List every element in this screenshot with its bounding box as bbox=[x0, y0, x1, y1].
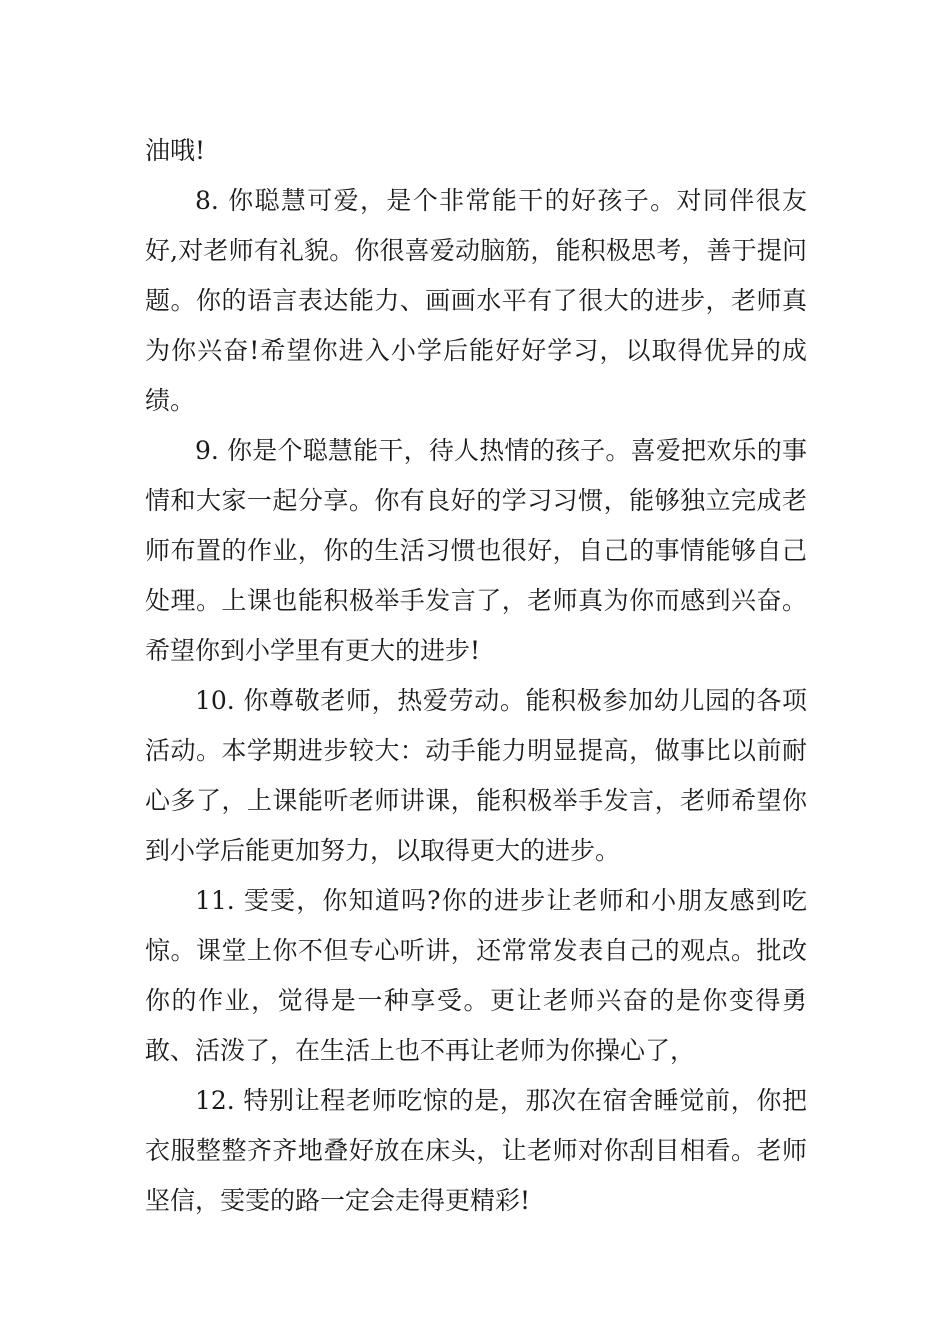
paragraph-item-11: 11. 雯雯，你知道吗?你的进步让老师和小朋友感到吃惊。课堂上你不但专心听讲，还常常发表自己的观点。批改你的作业，觉得是一种享受。更让老师兴奋的是你变得勇敢、活泼了，在生活上也不再让老师为你操心了， bbox=[145, 886, 807, 1065]
paragraph-item-10: 10. 你尊敬老师，热爱劳动。能积极参加幼儿园的各项活动。本学期进步较大：动手能力明显提高，做事比以前耐心多了，上课能听老师讲课，能积极举手发言，老师希望你到小学后能更加努力，以取得更大的进步。 bbox=[145, 686, 807, 865]
paragraph-item-9: 9. 你是个聪慧能干，待人热情的孩子。喜爱把欢乐的事情和大家一起分享。你有良好的学习习惯，能够独立完成老师布置的作业，你的生活习惯也很好，自己的事情能够自己处理。上课也能积极举手发言了，老师真为你而感到兴奋。希望你到小学里有更大的进步! bbox=[145, 436, 807, 665]
paragraph-continuation: 油哦! bbox=[145, 136, 206, 165]
document-body bbox=[145, 126, 807, 1226]
paragraph-item-8: 8. 你聪慧可爱，是个非常能干的好孩子。对同伴很友好,对老师有礼貌。你很喜爱动脑筋，能积极思考，善于提问题。你的语言表达能力、画画水平有了很大的进步，老师真为你兴奋!希望你进入小学后能好好学习，以取得优异的成绩。 bbox=[145, 186, 807, 415]
paragraph-item-12: 12. 特别让程老师吃惊的是，那次在宿舍睡觉前，你把衣服整整齐齐地叠好放在床头，让老师对你刮目相看。老师坚信，雯雯的路一定会走得更精彩! bbox=[145, 1086, 807, 1215]
